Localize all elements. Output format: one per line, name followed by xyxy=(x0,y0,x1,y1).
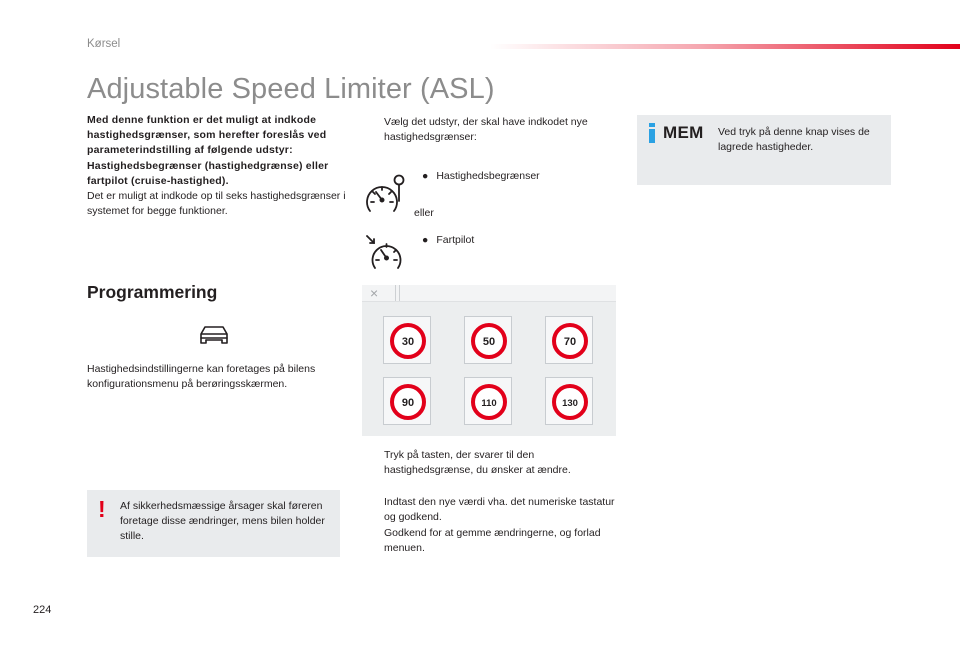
speed-sign-icon xyxy=(552,323,588,359)
speed-value: 30 xyxy=(401,336,415,348)
programmering-heading: Programmering xyxy=(87,282,218,302)
step-confirm-text: Godkend for at gemme ændringerne, og forlad menuen. xyxy=(384,527,601,555)
option-speed-limiter xyxy=(422,169,540,184)
speed-tile-90 xyxy=(383,377,431,425)
cruise-control-icon xyxy=(365,233,405,271)
speed-sign-icon xyxy=(390,384,426,420)
step-confirm xyxy=(365,526,620,556)
option-cruise-control xyxy=(422,233,474,248)
speed-tile-30 xyxy=(383,316,431,364)
step-enter-value-text: Indtast den nye værdi vha. det numeriske tastatur og godkend. xyxy=(384,496,615,524)
bullet-dot: ● xyxy=(422,234,429,246)
speed-value: 70 xyxy=(563,336,577,348)
speed-tile-50 xyxy=(464,316,512,364)
speed-tile-130 xyxy=(545,377,593,425)
info-icon xyxy=(648,123,656,143)
speed-value: 50 xyxy=(482,336,496,348)
option-cruise-control-label: Fartpilot xyxy=(436,234,475,246)
section-label: Kørsel xyxy=(87,38,121,50)
option-speed-limiter-label: Hastighedsbegrænser xyxy=(436,170,540,182)
intro-bold-text: Med denne funktion er det muligt at indkode hastighedsgrænser, som herefter foreslås ved parameterindstilling af følgende udstyr: Hastighedsbegrænser (hastighedgrænse) eller fartpilot (cruise-hastighed). xyxy=(87,114,329,187)
intro-paragraph xyxy=(87,113,349,219)
close-icon: × xyxy=(370,285,379,301)
warning-icon: ! xyxy=(98,496,106,522)
intro-text: Det er muligt at indkode op til seks hastighedsgrænser i systemet for begge funktioner. xyxy=(87,190,346,218)
speed-value: 110 xyxy=(481,398,497,409)
speed-tile-110 xyxy=(464,377,512,425)
programmering-text: Hastighedsindstillingerne kan foretages på bilens konfigurationsmenu på berøringsskærmen. xyxy=(87,363,316,391)
speed-tile-70 xyxy=(545,316,593,364)
header-accent-bar xyxy=(490,44,960,49)
car-icon xyxy=(198,323,230,347)
speed-sign-icon xyxy=(390,323,426,359)
or-text: eller xyxy=(414,207,434,219)
page-number: 224 xyxy=(33,604,52,616)
step-select-equipment xyxy=(365,115,620,145)
step-enter-value xyxy=(365,495,620,525)
step-press-key-text: Tryk på tasten, der svarer til den hastighedsgrænse, du ønsker at ændre. xyxy=(384,449,571,477)
mem-button-label: MEM xyxy=(663,123,704,142)
speed-value: 90 xyxy=(401,397,415,409)
info-text: Ved tryk på denne knap vises de lagrede hastigheder. xyxy=(718,126,870,154)
step-select-text: Vælg det udstyr, der skal have indkodet nye hastighedsgrænser: xyxy=(384,116,588,144)
speed-sign-icon xyxy=(471,323,507,359)
warning-text: Af sikkerhedsmæssige årsager skal føreren foretage disse ændringer, mens bilen holder stille. xyxy=(120,500,325,543)
bar-divider xyxy=(399,285,400,301)
page-title: Adjustable Speed Limiter (ASL) xyxy=(87,73,495,105)
bullet-dot: ● xyxy=(422,170,429,182)
speed-value: 130 xyxy=(562,398,578,409)
speed-sign-icon xyxy=(471,384,507,420)
speed-sign-icon xyxy=(552,384,588,420)
screen-top-bar xyxy=(362,285,616,302)
bar-divider xyxy=(395,285,396,301)
step-press-key xyxy=(365,448,620,478)
speed-limiter-icon xyxy=(365,171,405,215)
